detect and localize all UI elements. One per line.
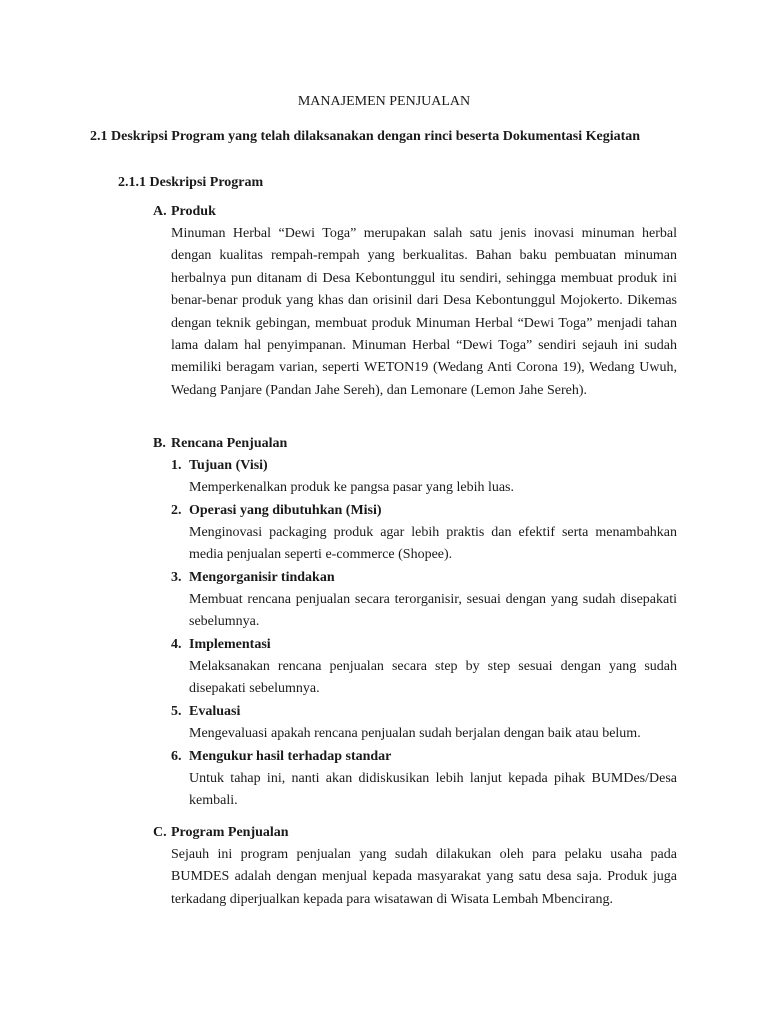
section-a-body: Minuman Herbal “Dewi Toga” merupakan salah satu jenis inovasi minuman herbal dengan kualitas rempah-rempah yang berkualitas. Bahan baku pembuatan minuman herbalnya pun ditanam di Desa Kebontunggul itu sendiri, sehingga membuat produk ini benar-benar produk yang khas dan orisinil dari Desa Kebontunggul Mojokerto. Dikemas dengan teknik gebingan, membuat produk Minuman Herbal “Dewi Toga” menjadi tahan lama dalam hal penyimpanan. Minuman Herbal “Dewi Toga” sendiri sejauh ini sudah memiliki beragam varian, seperti WETON19 (Wedang Anti Corona 19), Wedang Uwuh, Wedang Panjare (Pandan Jahe Sereh), dan Lemonare (Lemon Jahe Sereh).	[171, 226, 677, 398]
list-item	[171, 701, 677, 745]
list-item-body: Menginovasi packaging produk agar lebih praktis dan efektif serta menambahkan media penjualan seperti e-commerce (Shopee).	[189, 525, 677, 562]
list-item-body: Memperkenalkan produk ke pangsa pasar yang lebih luas.	[189, 480, 515, 495]
subsection-heading: 2.1.1 Deskripsi Program	[118, 175, 264, 190]
list-item-title: Operasi yang dibutuhkan (Misi)	[189, 503, 382, 518]
section-b-letter: B.	[153, 436, 166, 451]
list-item-heading	[171, 701, 677, 723]
list-item-number: 6.	[171, 749, 182, 764]
list-item-body: Untuk tahap ini, nanti akan didiskusikan lebih lanjut kepada pihak BUMDes/Desa kembali.	[189, 771, 677, 808]
list-item-body: Mengevaluasi apakah rencana penjualan sudah berjalan dengan baik atau belum.	[189, 726, 641, 741]
list-item-number: 5.	[171, 704, 182, 719]
list-item-title: Implementasi	[189, 637, 271, 652]
list-item-heading	[171, 746, 677, 768]
section-b-label: Rencana Penjualan	[171, 436, 288, 451]
list-item	[171, 500, 677, 566]
list-item-title: Evaluasi	[189, 704, 241, 719]
section-a-heading	[153, 201, 677, 223]
section-c-letter: C.	[153, 825, 167, 840]
list-item-number: 2.	[171, 503, 182, 518]
list-item-title: Mengorganisir tindakan	[189, 570, 335, 585]
section-c-body: Sejauh ini program penjualan yang sudah dilakukan oleh para pelaku usaha pada BUMDES adalah dengan menjual kepada masyarakat yang satu desa saja. Produk juga terkadang diperjualkan kepada para wisatawan di Wisata Lembah Mbencirang.	[171, 847, 677, 907]
list-item	[171, 567, 677, 633]
section-c-heading	[153, 822, 677, 844]
list-item-body: Melaksanakan rencana penjualan secara step by step sesuai dengan yang sudah disepakati sebelumnya.	[189, 659, 677, 696]
section-c-program-penjualan	[153, 822, 677, 911]
list-item-number: 1.	[171, 458, 182, 473]
list-item	[171, 634, 677, 700]
list-item-number: 4.	[171, 637, 182, 652]
list-item-body: Membuat rencana penjualan secara terorganisir, sesuai dengan yang sudah disepakati sebelumnya.	[189, 592, 677, 629]
list-item-title: Mengukur hasil terhadap standar	[189, 749, 392, 764]
section-c-label: Program Penjualan	[171, 825, 289, 840]
list-item	[171, 455, 677, 499]
section-a-produk	[153, 201, 677, 402]
section-heading: 2.1 Deskripsi Program yang telah dilaksanakan dengan rinci beserta Dokumentasi Kegiatan	[90, 129, 641, 144]
list-item	[171, 746, 677, 812]
list-item-title: Tujuan (Visi)	[189, 458, 268, 473]
list-item-heading	[171, 567, 677, 589]
list-item-heading	[171, 500, 677, 522]
section-b-heading	[153, 433, 677, 455]
section-a-letter: A.	[153, 204, 167, 219]
section-b-rencana-penjualan	[153, 433, 677, 813]
list-item-heading	[171, 634, 677, 656]
list-item-number: 3.	[171, 570, 182, 585]
list-item-heading	[171, 455, 677, 477]
document-title: MANAJEMEN PENJUALAN	[297, 94, 471, 109]
section-a-label: Produk	[171, 204, 216, 219]
